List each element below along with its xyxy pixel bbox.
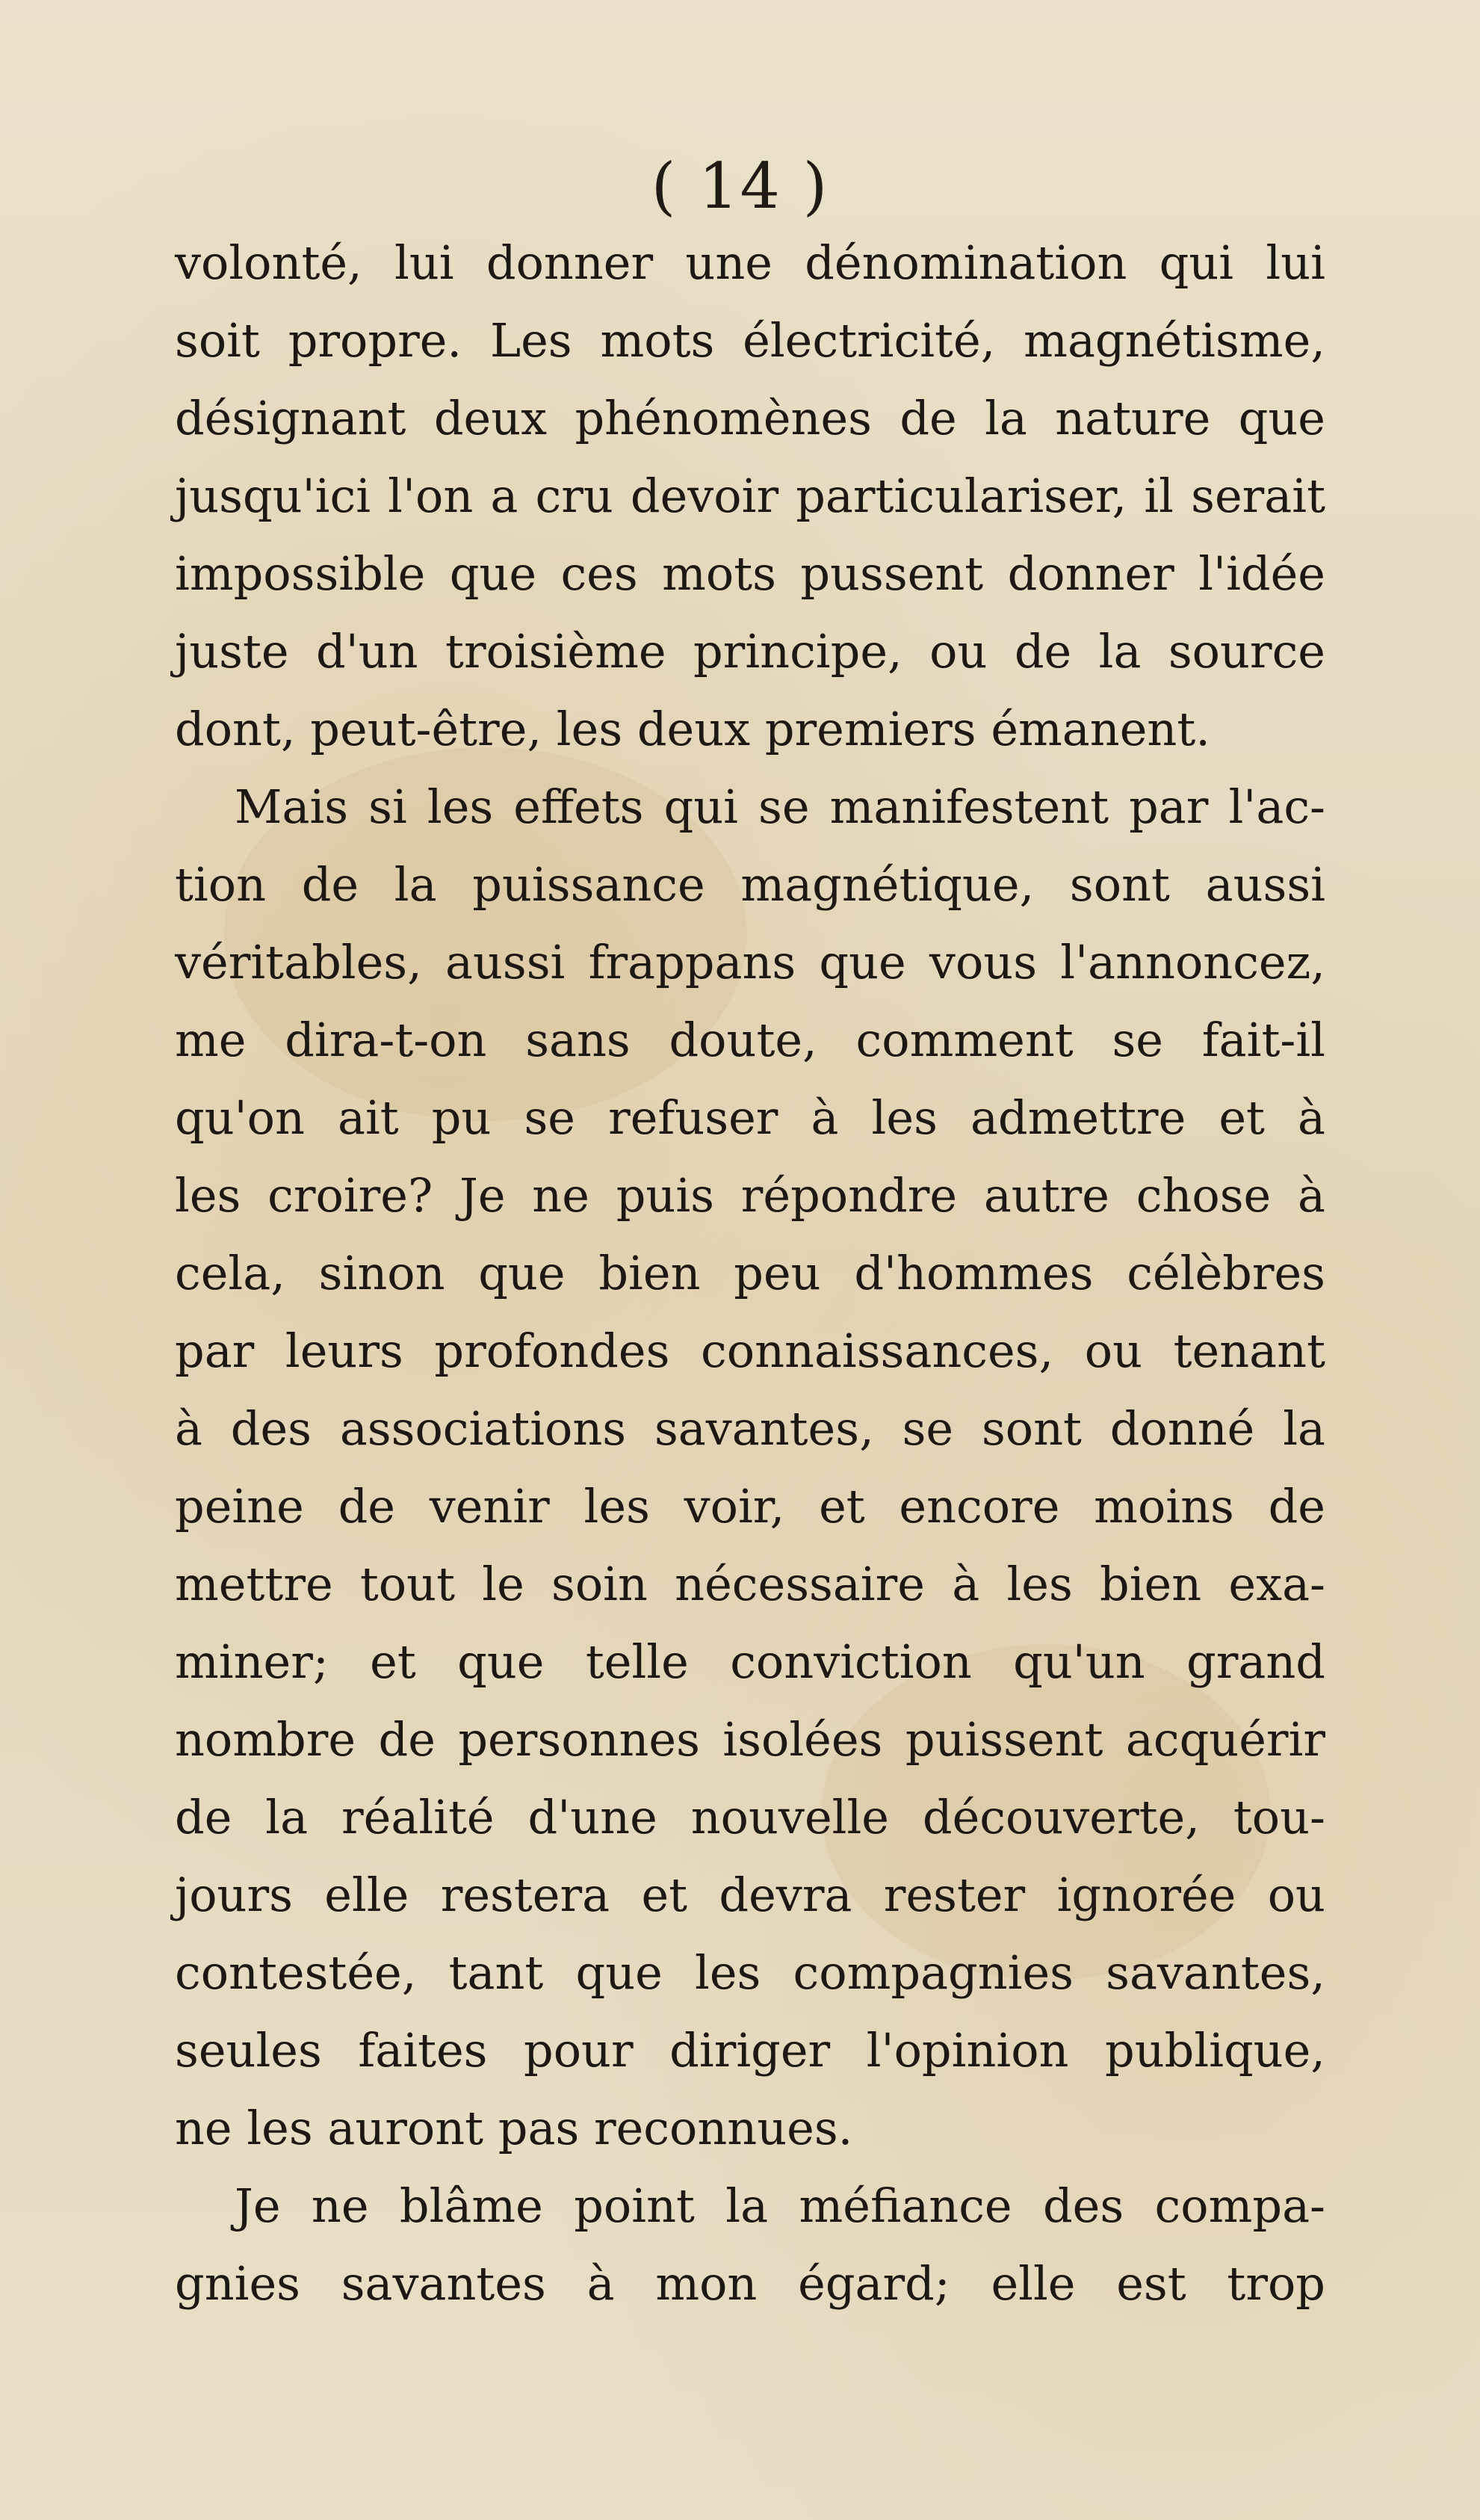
text-line: contestée, tant que les compagnies savantes, <box>175 1945 1325 2000</box>
text-line: seules faites pour diriger l'opinion publique, <box>175 2023 1325 2078</box>
text-line: gnies savantes à mon égard; elle est trop <box>175 2256 1325 2311</box>
text-line: véritables, aussi frappans que vous l'annoncez, <box>175 935 1325 989</box>
text-line: Mais si les effets qui se manifestent par l'ac- <box>235 779 1325 834</box>
text-line: miner; et que telle conviction qu'un grand <box>175 1634 1325 1689</box>
text-line: volonté, lui donner une dénomination qui lui <box>175 235 1325 290</box>
text-line: par leurs profondes connaissances, ou tenant <box>175 1324 1325 1378</box>
text-line: tion de la puissance magnétique, sont aussi <box>175 857 1325 912</box>
text-line: peine de venir les voir, et encore moins de <box>175 1479 1325 1534</box>
body-text <box>175 224 1325 2323</box>
page-number: ( 14 ) <box>651 149 829 223</box>
text-line: Je ne blâme point la méfiance des compa- <box>235 2178 1325 2233</box>
text-line: mettre tout le soin nécessaire à les bien exa- <box>175 1557 1325 1611</box>
text-line: cela, sinon que bien peu d'hommes célèbres <box>175 1246 1325 1300</box>
text-line: jours elle restera et devra rester ignorée ou <box>175 1868 1325 1922</box>
text-line: ne les auront pas reconnues. <box>175 2101 853 2155</box>
text-line: soit propre. Les mots électricité, magnétisme, <box>175 313 1325 368</box>
text-line: qu'on ait pu se refuser à les admettre et à <box>175 1090 1325 1145</box>
text-line: les croire? Je ne puis répondre autre chose à <box>175 1168 1325 1223</box>
text-line: juste d'un troisième principe, ou de la source <box>175 624 1325 679</box>
text-line: désignant deux phénomènes de la nature que <box>175 391 1325 445</box>
text-line: jusqu'ici l'on a cru devoir particulariser, il serait <box>175 469 1325 523</box>
text-line: dont, peut-être, les deux premiers émanent. <box>175 702 1210 756</box>
text-line: me dira-t-on sans doute, comment se fait-il <box>175 1013 1325 1067</box>
text-line: de la réalité d'une nouvelle découverte, tou- <box>175 1790 1325 1844</box>
text-line: impossible que ces mots pussent donner l'idée <box>175 546 1325 601</box>
text-line: à des associations savantes, se sont donné la <box>175 1401 1325 1456</box>
text-line: nombre de personnes isolées puissent acquérir <box>175 1712 1325 1767</box>
